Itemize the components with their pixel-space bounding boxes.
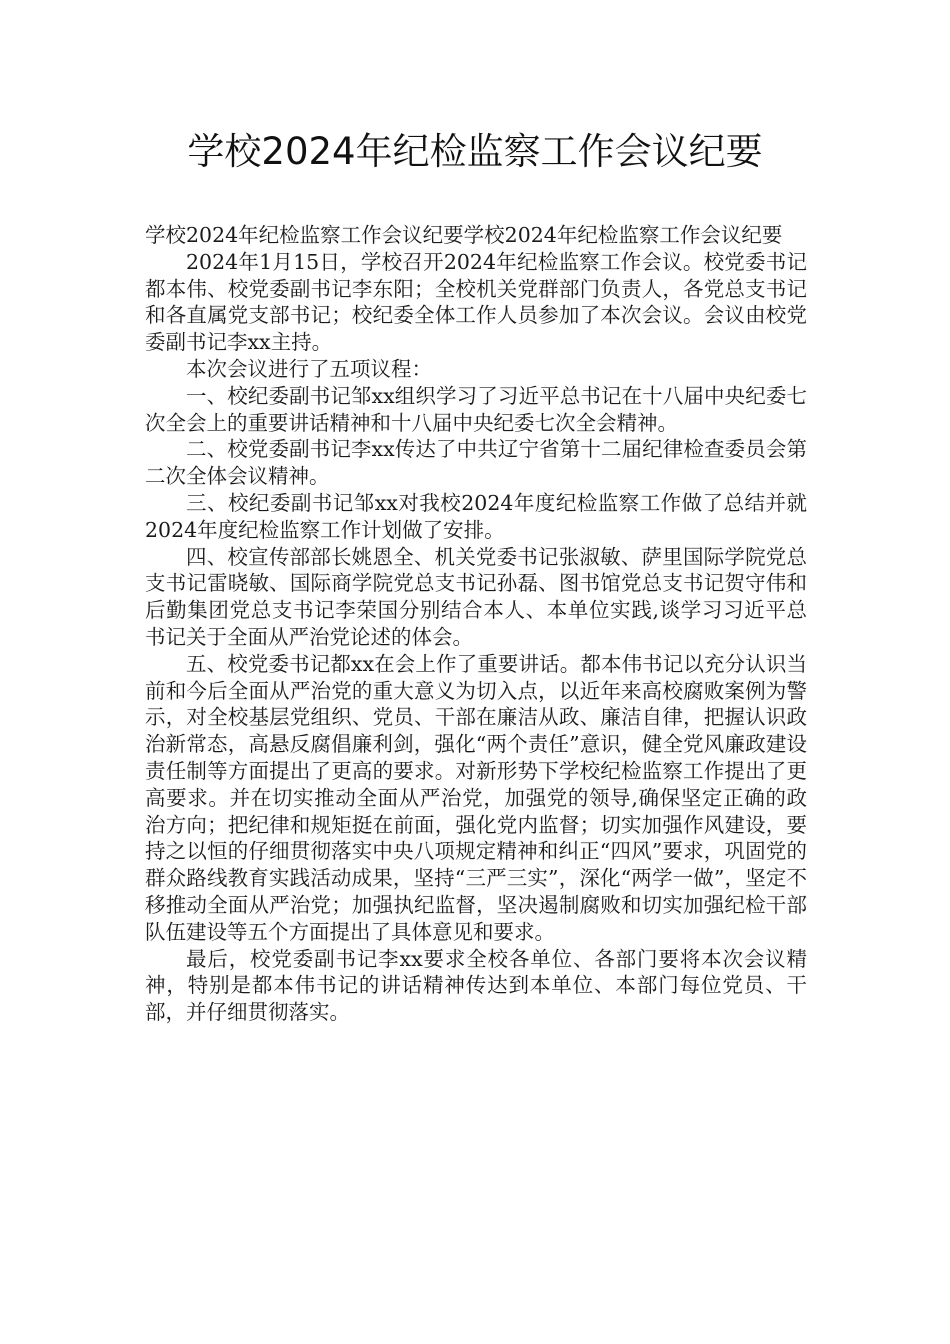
document-body xyxy=(145,222,807,1026)
paragraph-agenda-item-4: 四、校宣传部部长姚恩全、机关党委书记张淑敏、萨里国际学院党总支书记雷晓敏、国际商学院党总支书记孙磊、图书馆党总支书记贺守伟和后勤集团党总支书记李荣国分别结合本人、本单位实践,谈学习习近平总书记关于全面从严治党论述的体会。 xyxy=(145,544,807,649)
document-title: 学校2024年纪检监察工作会议纪要 xyxy=(187,130,763,173)
paragraph-agenda-item-3: 三、校纪委副书记邹xx对我校2024年度纪检监察工作做了总结并就2024年度纪检监察工作计划做了安排。 xyxy=(145,490,807,542)
paragraph-agenda-item-2: 二、校党委副书记李xx传达了中共辽宁省第十二届纪律检查委员会第二次全体会议精神。 xyxy=(145,437,807,489)
paragraph-agenda-item-5: 五、校党委书记都xx在会上作了重要讲话。都本伟书记以充分认识当前和今后全面从严治党的重大意义为切入点，以近年来高校腐败案例为警示，对全校基层党组织、党员、干部在廉洁从政、廉洁自律，把握认识政治新常态，高悬反腐倡廉利剑，强化“两个责任”意识，健全党风廉政建设责任制等方面提出了更高的要求。对新形势下学校纪检监察工作提出了更高要求。并在切实推动全面从严治党，加强党的领导,确保坚定正确的政治方向；把纪律和规矩挺在前面，强化党内监督；切实加强作风建设，要持之以恒的仔细贯彻落实中央八项规定精神和纠正“四风”要求，巩固党的群众路线教育实践活动成果，坚持“三严三实”，深化“两学一做”，坚定不移推动全面从严治党；加强执纪监督，坚决遏制腐败和切实加强纪检干部队伍建设等五个方面提出了具体意见和要求。 xyxy=(145,651,807,944)
paragraph-heading-repeat: 学校2024年纪检监察工作会议纪要学校2024年纪检监察工作会议纪要 xyxy=(145,223,783,247)
paragraph-closing: 最后，校党委副书记李xx要求全校各单位、各部门要将本次会议精神，特别是都本伟书记的讲话精神传达到本单位、本部门每位党员、干部，并仔细贯彻落实。 xyxy=(145,946,807,1025)
paragraph-agenda-intro: 本次会议进行了五项议程： xyxy=(186,356,432,381)
paragraph-agenda-item-1: 一、校纪委副书记邹xx组织学习了习近平总书记在十八届中央纪委七次全会上的重要讲话精神和十八届中央纪委七次全会精神。 xyxy=(145,383,807,435)
paragraph-meeting-info: 2024年1月15日，学校召开2024年纪检监察工作会议。校党委书记都本伟、校党委副书记李东阳；全校机关党群部门负责人，各党总支书记和各直属党支部书记；校纪委全体工作人员参加了本次会议。会议由校党委副书记李xx主持。 xyxy=(145,249,807,355)
